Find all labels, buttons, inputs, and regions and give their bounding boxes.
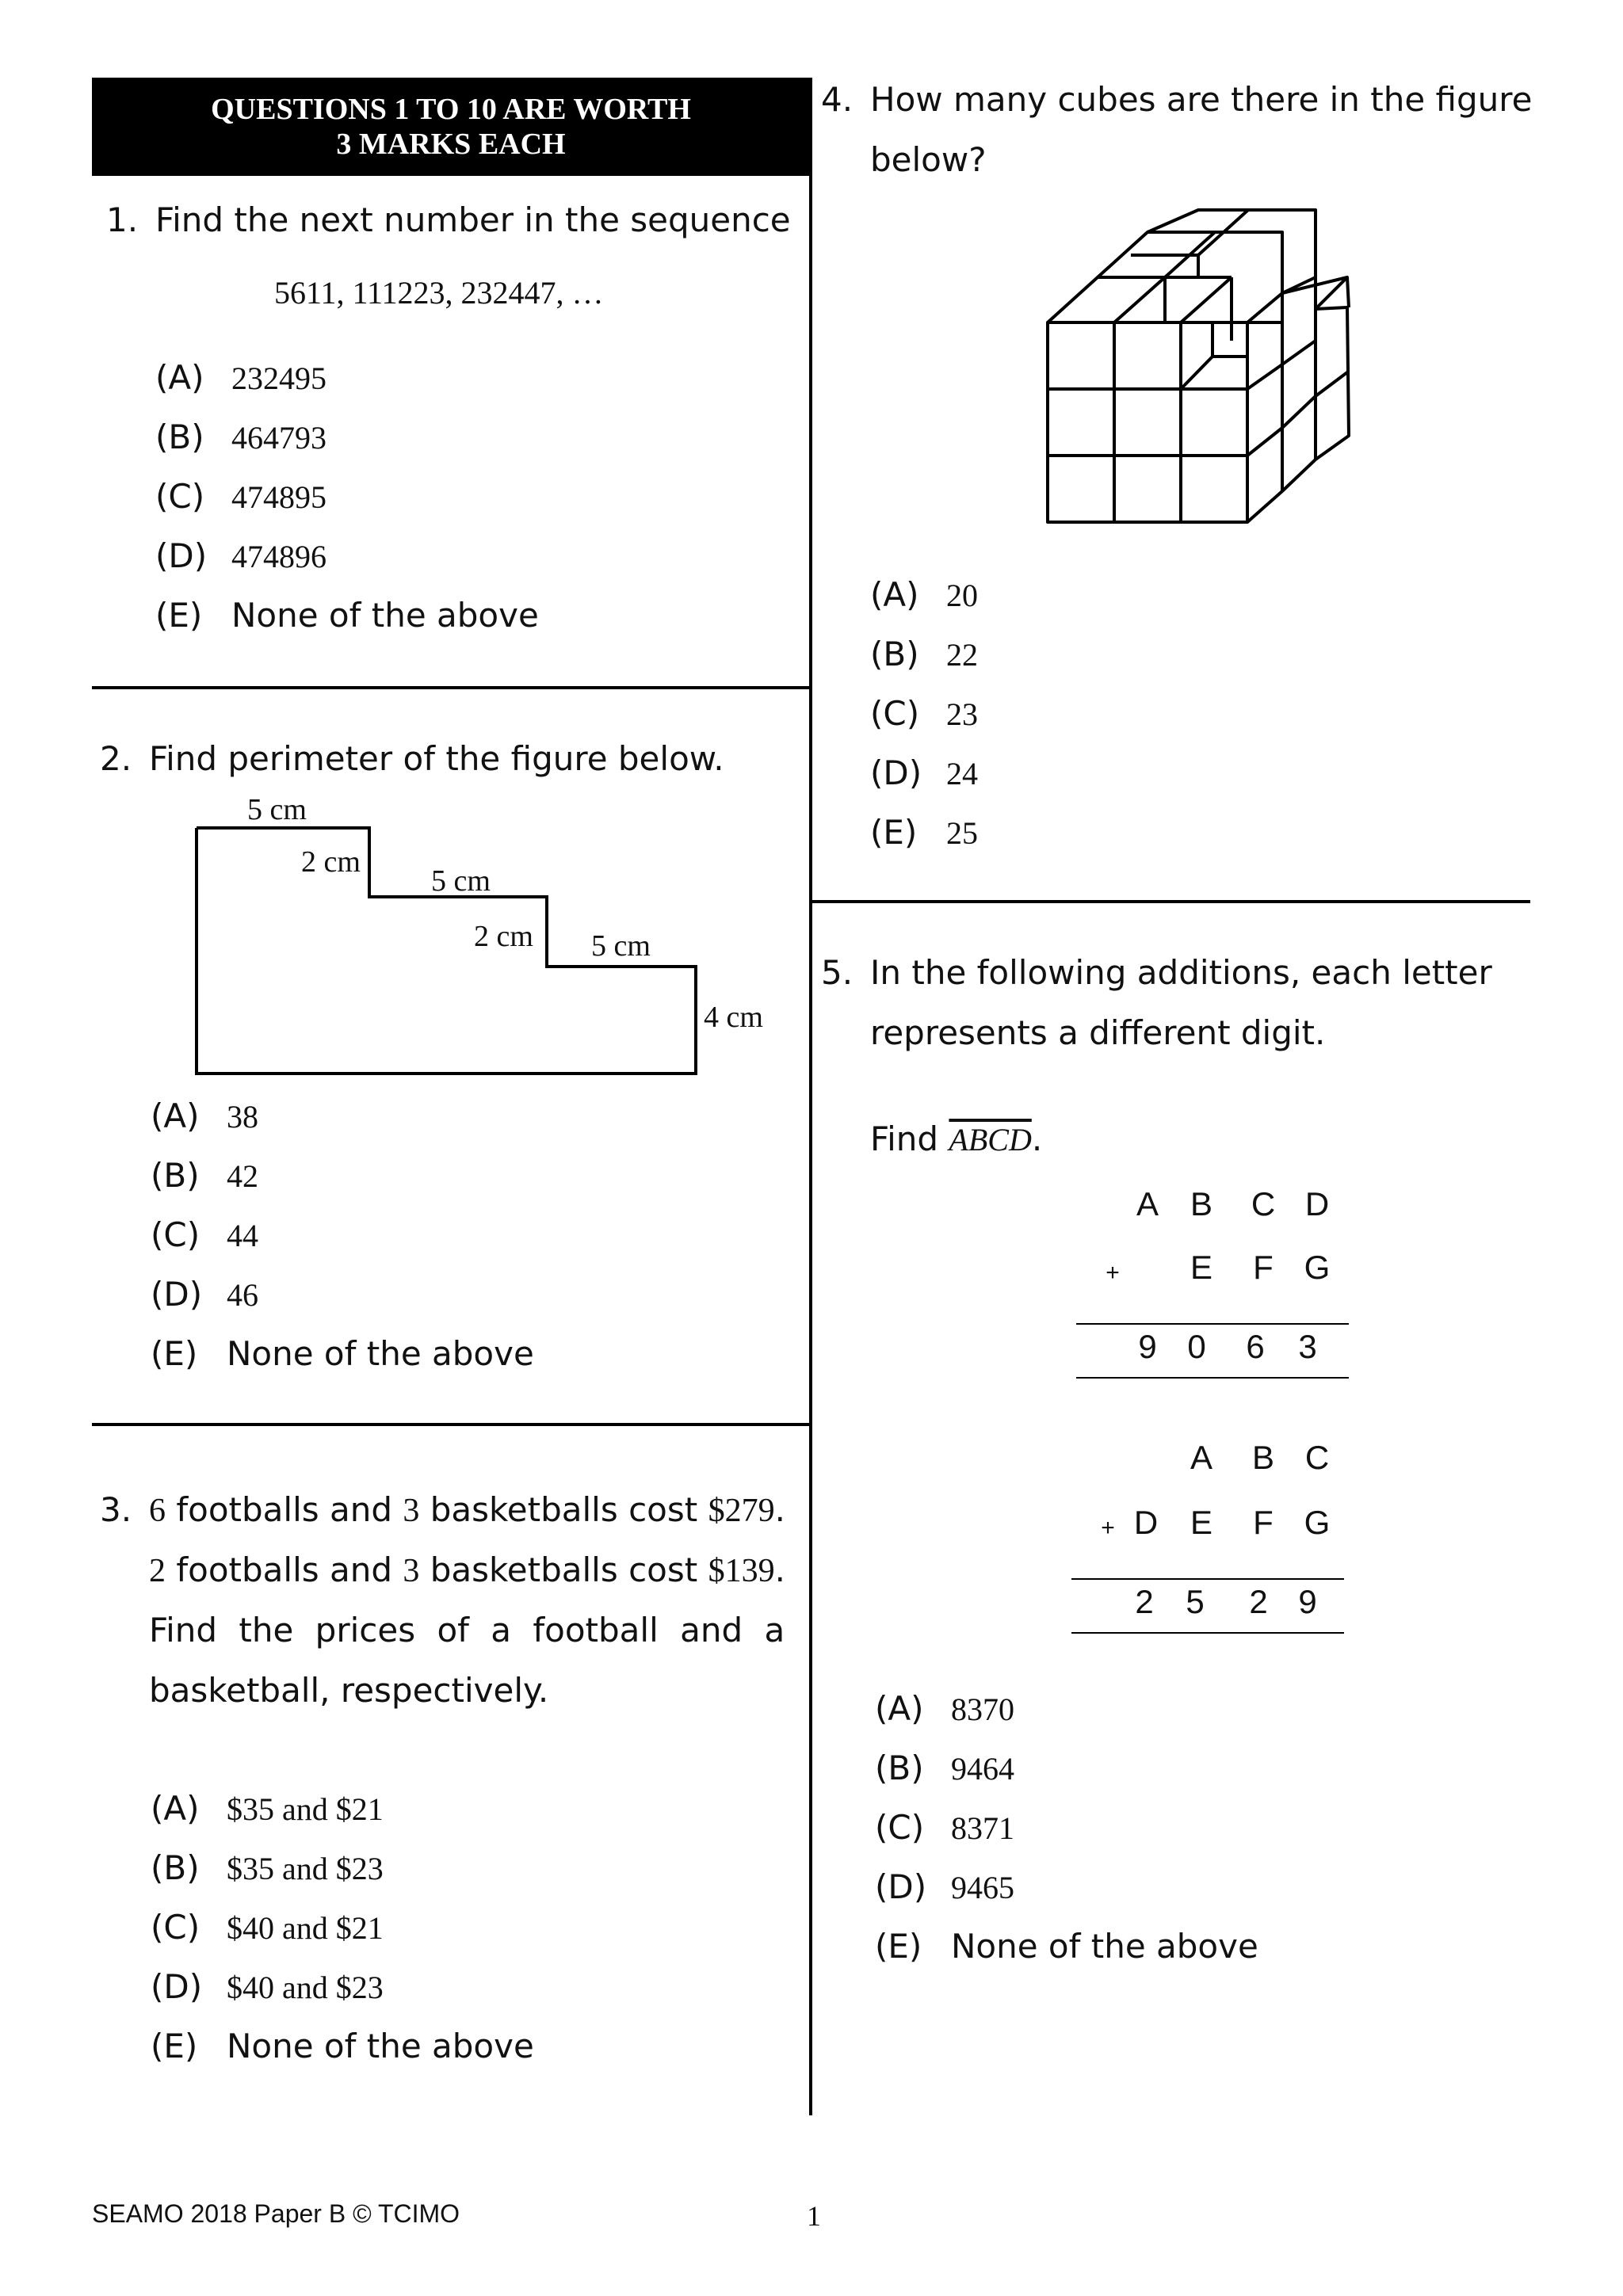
option-label: (A) xyxy=(151,1097,200,1135)
add1-top-rule xyxy=(1076,1323,1349,1325)
text-fragment: basketballs cost xyxy=(419,1490,708,1529)
add1-result-digit: 3 xyxy=(1298,1328,1317,1365)
total-cost: $139 xyxy=(708,1553,775,1589)
question-number: 4. xyxy=(821,80,854,119)
question-number: 2. xyxy=(100,739,132,778)
option-value: None of the above xyxy=(227,1334,534,1373)
option-value: $35 and $21 xyxy=(227,1791,384,1827)
option-label: (E) xyxy=(875,1927,922,1966)
option-value: 20 xyxy=(946,578,978,613)
dim-right-height: 4 cm xyxy=(704,1001,763,1034)
question-text: How many cubes are there in the figure xyxy=(870,80,1533,119)
add1-row1-digit: C xyxy=(1251,1185,1276,1222)
dim-middle-width: 5 cm xyxy=(431,864,491,898)
option-value: 25 xyxy=(946,815,978,851)
question-4-line-1 xyxy=(821,70,1532,130)
add2-row2-digit: E xyxy=(1190,1504,1212,1541)
option-label: (E) xyxy=(155,596,203,635)
option-label: (D) xyxy=(870,753,922,792)
option-label: (C) xyxy=(151,1215,200,1254)
basketball-count: 3 xyxy=(403,1553,420,1589)
add1-result-digit: 9 xyxy=(1138,1328,1157,1365)
option-value: None of the above xyxy=(227,2027,534,2065)
add2-row1-digit: A xyxy=(1190,1439,1212,1476)
add2-result-digit: 2 xyxy=(1135,1583,1154,1620)
q2-option-c[interactable] xyxy=(151,1215,258,1254)
question-3-line-4: basketball, respectively. xyxy=(149,1671,549,1710)
add1-row2-digit: G xyxy=(1304,1249,1331,1286)
find-label: Find xyxy=(870,1119,949,1158)
q3-option-a[interactable] xyxy=(151,1789,384,1828)
option-label: (C) xyxy=(155,477,205,516)
option-value: 8370 xyxy=(951,1691,1014,1727)
add2-result-digit: 5 xyxy=(1186,1583,1205,1620)
option-value: 46 xyxy=(227,1277,258,1313)
q2-option-d[interactable] xyxy=(151,1275,258,1314)
option-value: 8371 xyxy=(951,1810,1014,1846)
option-value: 22 xyxy=(946,637,978,673)
q4-option-a[interactable] xyxy=(870,575,978,614)
q4-option-c[interactable] xyxy=(870,694,978,733)
option-label: (A) xyxy=(155,358,204,397)
q5-option-a[interactable] xyxy=(875,1689,1014,1728)
add1-row1-digit: A xyxy=(1136,1185,1159,1222)
option-label: (C) xyxy=(875,1808,925,1847)
option-label: (E) xyxy=(870,813,918,852)
question-number: 1. xyxy=(106,200,139,239)
option-label: (B) xyxy=(870,635,919,673)
basketball-count: 3 xyxy=(403,1493,420,1529)
option-value: None of the above xyxy=(231,596,539,635)
option-value: $40 and $21 xyxy=(227,1910,384,1946)
option-label: (B) xyxy=(151,1156,200,1195)
option-label: (B) xyxy=(875,1749,924,1787)
dim-second-step-height: 2 cm xyxy=(474,920,533,953)
q4-option-b[interactable] xyxy=(870,635,978,673)
option-label: (C) xyxy=(870,694,920,733)
q2-option-e[interactable] xyxy=(151,1334,534,1373)
question-3-line-2: 2 footballs and 3 basketballs cost $139. xyxy=(149,1550,785,1589)
add1-bottom-rule xyxy=(1076,1377,1349,1379)
q5-option-c[interactable] xyxy=(875,1808,1014,1847)
football-count: 6 xyxy=(149,1493,166,1529)
add2-row1-digit: C xyxy=(1304,1439,1330,1476)
option-value: $35 and $23 xyxy=(227,1851,384,1886)
column-divider xyxy=(809,78,812,2115)
option-value: 23 xyxy=(946,696,978,732)
add1-result-digit: 6 xyxy=(1246,1328,1265,1365)
add1-result-digit: 0 xyxy=(1187,1328,1206,1365)
option-label: (E) xyxy=(151,1334,198,1373)
header-line-1: QUESTIONS 1 TO 10 ARE WORTH xyxy=(211,93,691,126)
option-value: 464793 xyxy=(231,420,327,456)
total-cost: $279 xyxy=(708,1493,775,1529)
option-value: None of the above xyxy=(951,1927,1258,1966)
q2-option-b[interactable] xyxy=(151,1156,258,1195)
add1-row2-digit: F xyxy=(1253,1249,1274,1286)
question-1-sequence: 5611, 111223, 232447, … xyxy=(274,275,604,311)
step-figure xyxy=(0,0,808,1109)
text-fragment: basketballs cost xyxy=(419,1550,708,1589)
question-text: Find perimeter of the figure below. xyxy=(149,739,724,778)
text-fragment: footballs and xyxy=(166,1550,403,1589)
add2-plus-sign: + xyxy=(1101,1515,1115,1541)
option-value: $40 and $23 xyxy=(227,1970,384,2005)
option-value: 9465 xyxy=(951,1870,1014,1905)
add1-row2-digit: E xyxy=(1190,1249,1212,1286)
q3-option-d[interactable] xyxy=(151,1967,384,2006)
dim-top-width: 5 cm xyxy=(247,793,307,826)
question-number: 3. xyxy=(100,1490,132,1529)
option-value: 44 xyxy=(227,1218,258,1253)
option-label: (C) xyxy=(151,1908,200,1947)
q5-option-b[interactable] xyxy=(875,1749,1014,1787)
add1-plus-sign: + xyxy=(1106,1260,1120,1286)
option-label: (B) xyxy=(155,418,204,456)
add2-row2-digit: D xyxy=(1133,1504,1159,1541)
option-label: (D) xyxy=(155,536,208,575)
option-value: 38 xyxy=(227,1099,258,1135)
option-label: (E) xyxy=(151,2027,198,2065)
option-value: 232495 xyxy=(231,360,327,396)
page-number: 1 xyxy=(807,2200,821,2232)
q5-option-d[interactable] xyxy=(875,1867,1014,1906)
find-period: . xyxy=(1031,1119,1043,1158)
q2-option-a[interactable] xyxy=(151,1097,258,1135)
q3-option-e[interactable] xyxy=(151,2027,534,2065)
question-3-line-1: 3. 6 footballs and 3 basketballs cost $279. xyxy=(100,1480,785,1541)
q4-option-d[interactable] xyxy=(870,753,978,792)
dim-first-step-height: 2 cm xyxy=(301,845,361,879)
question-5-line-2: represents a different digit. xyxy=(870,1013,1326,1052)
q3-option-c[interactable] xyxy=(151,1908,384,1947)
option-label: (A) xyxy=(870,575,919,614)
q4-option-e[interactable] xyxy=(870,813,978,852)
add2-row2-digit: F xyxy=(1253,1504,1274,1541)
option-label: (D) xyxy=(875,1867,927,1906)
add1-row1-digit: B xyxy=(1190,1185,1212,1222)
add2-top-rule xyxy=(1071,1578,1344,1580)
footer-copyright: SEAMO 2018 Paper B © TCIMO xyxy=(92,2199,460,2228)
option-value: 42 xyxy=(227,1158,258,1194)
add2-row1-digit: B xyxy=(1251,1439,1274,1476)
cube-stack-figure xyxy=(1030,198,1363,539)
divider-q4-q5 xyxy=(811,900,1530,903)
question-number: 5. xyxy=(821,953,854,992)
header-line-2: 3 MARKS EACH xyxy=(336,128,566,161)
option-value: 24 xyxy=(946,756,978,791)
divider-q2-q3 xyxy=(92,1423,810,1426)
option-value: 474895 xyxy=(231,479,327,515)
option-value: 474896 xyxy=(231,539,327,574)
add2-bottom-rule xyxy=(1071,1632,1344,1634)
option-value: 9464 xyxy=(951,1751,1014,1787)
add2-row2-digit: G xyxy=(1304,1504,1331,1541)
question-5-find xyxy=(870,1109,1042,1170)
option-label: (D) xyxy=(151,1275,203,1314)
question-text: In the following additions, each letter xyxy=(870,953,1492,992)
option-label: (A) xyxy=(151,1789,200,1828)
abcd-overline: ABCD xyxy=(949,1122,1032,1158)
question-3-line-3: Find the prices of a football and a xyxy=(149,1611,785,1650)
option-label: (D) xyxy=(151,1967,203,2006)
question-5-line-1 xyxy=(821,943,1492,1003)
add2-result-digit: 9 xyxy=(1298,1583,1317,1620)
dim-lower-width: 5 cm xyxy=(591,929,651,963)
add2-result-digit: 2 xyxy=(1249,1583,1268,1620)
add1-row1-digit: D xyxy=(1304,1185,1330,1222)
option-label: (B) xyxy=(151,1848,200,1887)
q5-option-e[interactable] xyxy=(875,1927,1258,1966)
question-4-line-2: below? xyxy=(870,140,987,179)
option-label: (A) xyxy=(875,1689,924,1728)
football-count: 2 xyxy=(149,1553,166,1589)
text-fragment: footballs and xyxy=(166,1490,403,1529)
q3-option-b[interactable] xyxy=(151,1848,384,1887)
question-text: Find the next number in the sequence xyxy=(155,200,791,239)
